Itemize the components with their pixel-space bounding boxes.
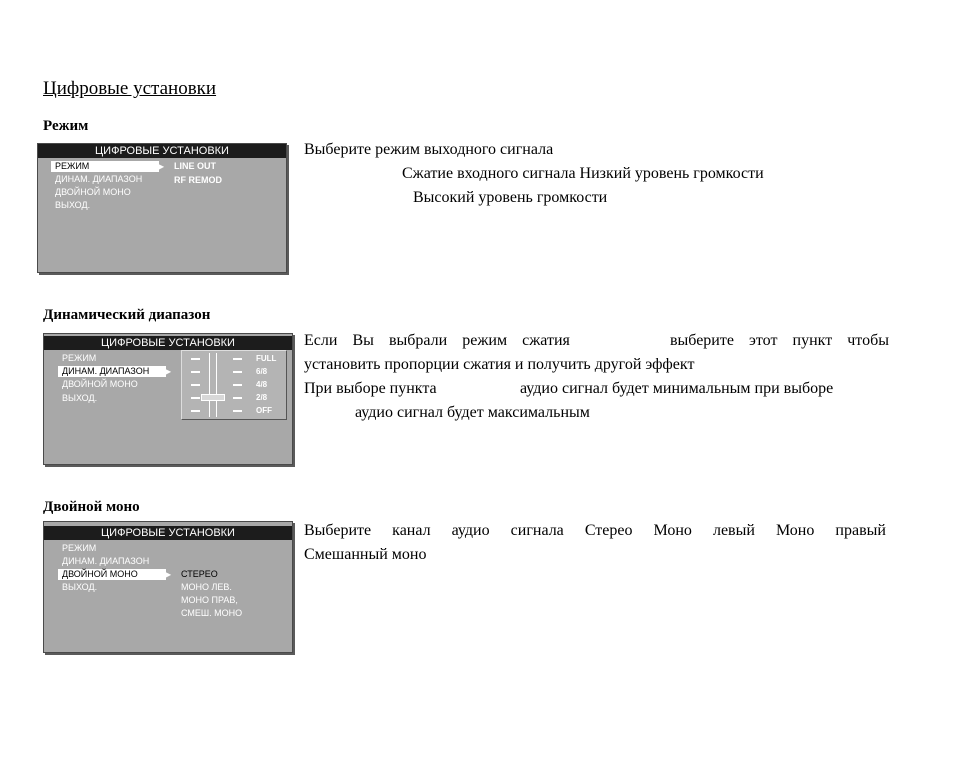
section-title-dynamic: Динамический диапазон xyxy=(43,307,211,323)
menu-item-dynamic-range[interactable]: ДИНАМ. ДИАПАЗОН xyxy=(58,366,166,377)
menu-item-exit[interactable]: ВЫХОД. xyxy=(62,582,98,592)
drc-dash xyxy=(233,410,242,412)
mode-text-line1: Выберите режим выходного сигнала xyxy=(304,141,554,158)
page-title: Цифровые установки xyxy=(43,78,217,99)
menu-item-dual-mono[interactable]: ДВОЙНОЙ МОНО xyxy=(62,379,138,389)
mode-text-line2: Сжатие входного сигнала Низкий уровень громкости xyxy=(402,165,764,182)
dynamic-text-line2: установить пропорции сжатия и получить другой эффект xyxy=(304,356,695,373)
option-mono-right[interactable]: МОНО ПРАВ, xyxy=(181,595,238,605)
dynamic-text-line3b: аудио сигнал будет минимальным при выборе xyxy=(520,380,834,397)
drc-level-2-8[interactable]: 2/8 xyxy=(256,393,268,402)
dynamic-text-line1: Если Вы выбрали режим сжатия выберите этот пункт чтобы xyxy=(304,332,889,349)
drc-track xyxy=(216,353,217,417)
drc-dash xyxy=(191,410,200,412)
drc-dash xyxy=(191,384,200,386)
drc-dash xyxy=(233,397,242,399)
option-mixed-mono[interactable]: СМЕШ. МОНО xyxy=(181,608,243,618)
menu-item-exit[interactable]: ВЫХОД. xyxy=(55,200,91,210)
drc-dash xyxy=(191,397,200,399)
drc-level-off[interactable]: OFF xyxy=(256,406,272,415)
menu-item-mode[interactable]: РЕЖИМ xyxy=(51,161,159,172)
osd-header: ЦИФРОВЫЕ УСТАНОВКИ xyxy=(44,526,292,540)
mode-text-line3: Высокий уровень громкости xyxy=(413,189,608,206)
drc-dash xyxy=(233,358,242,360)
option-rf-remod[interactable]: RF REMOD xyxy=(174,175,222,185)
drc-dash xyxy=(191,371,200,373)
menu-item-mode[interactable]: РЕЖИМ xyxy=(62,353,97,363)
menu-item-exit[interactable]: ВЫХОД. xyxy=(62,393,98,403)
menu-item-dynamic-range[interactable]: ДИНАМ. ДИАПАЗОН xyxy=(62,556,150,566)
option-stereo[interactable]: СТЕРЕО xyxy=(181,569,218,579)
drc-dash xyxy=(191,358,200,360)
triangle-right-icon: ▶ xyxy=(158,162,165,171)
dynamic-text-line4: аудио сигнал будет максимальным xyxy=(355,404,590,421)
drc-dash xyxy=(233,384,242,386)
triangle-right-icon: ▶ xyxy=(165,367,172,376)
osd-header: ЦИФРОВЫЕ УСТАНОВКИ xyxy=(44,336,292,350)
dynamic-text-line3a: При выборе пункта xyxy=(304,380,437,397)
drc-track xyxy=(209,353,210,417)
triangle-right-icon: ▶ xyxy=(165,570,172,579)
menu-item-dynamic-range[interactable]: ДИНАМ. ДИАПАЗОН xyxy=(55,174,143,184)
drc-knob[interactable] xyxy=(201,394,225,401)
drc-slider[interactable] xyxy=(181,350,287,420)
section-title-mode: Режим xyxy=(43,118,89,134)
menu-item-dual-mono[interactable]: ДВОЙНОЙ МОНО xyxy=(58,569,166,580)
osd-header: ЦИФРОВЫЕ УСТАНОВКИ xyxy=(38,144,286,158)
osd-menu-dual-mono xyxy=(43,521,293,653)
dual-mono-text-line1: Выберите канал аудио сигнала Стерео Моно левый Моно правый xyxy=(304,522,886,539)
drc-level-4-8[interactable]: 4/8 xyxy=(256,380,268,389)
drc-level-6-8[interactable]: 6/8 xyxy=(256,367,268,376)
drc-dash xyxy=(233,371,242,373)
dual-mono-text-line2: Смешанный моно xyxy=(304,546,427,563)
option-mono-left[interactable]: МОНО ЛЕВ. xyxy=(181,582,232,592)
section-title-dual-mono: Двойной моно xyxy=(43,499,140,515)
drc-level-full[interactable]: FULL xyxy=(256,354,277,363)
osd-menu-mode xyxy=(37,143,287,273)
menu-item-mode[interactable]: РЕЖИМ xyxy=(62,543,97,553)
option-line-out[interactable]: LINE OUT xyxy=(174,161,216,171)
menu-item-dual-mono[interactable]: ДВОЙНОЙ МОНО xyxy=(55,187,131,197)
osd-menu-dynamic xyxy=(43,333,293,465)
